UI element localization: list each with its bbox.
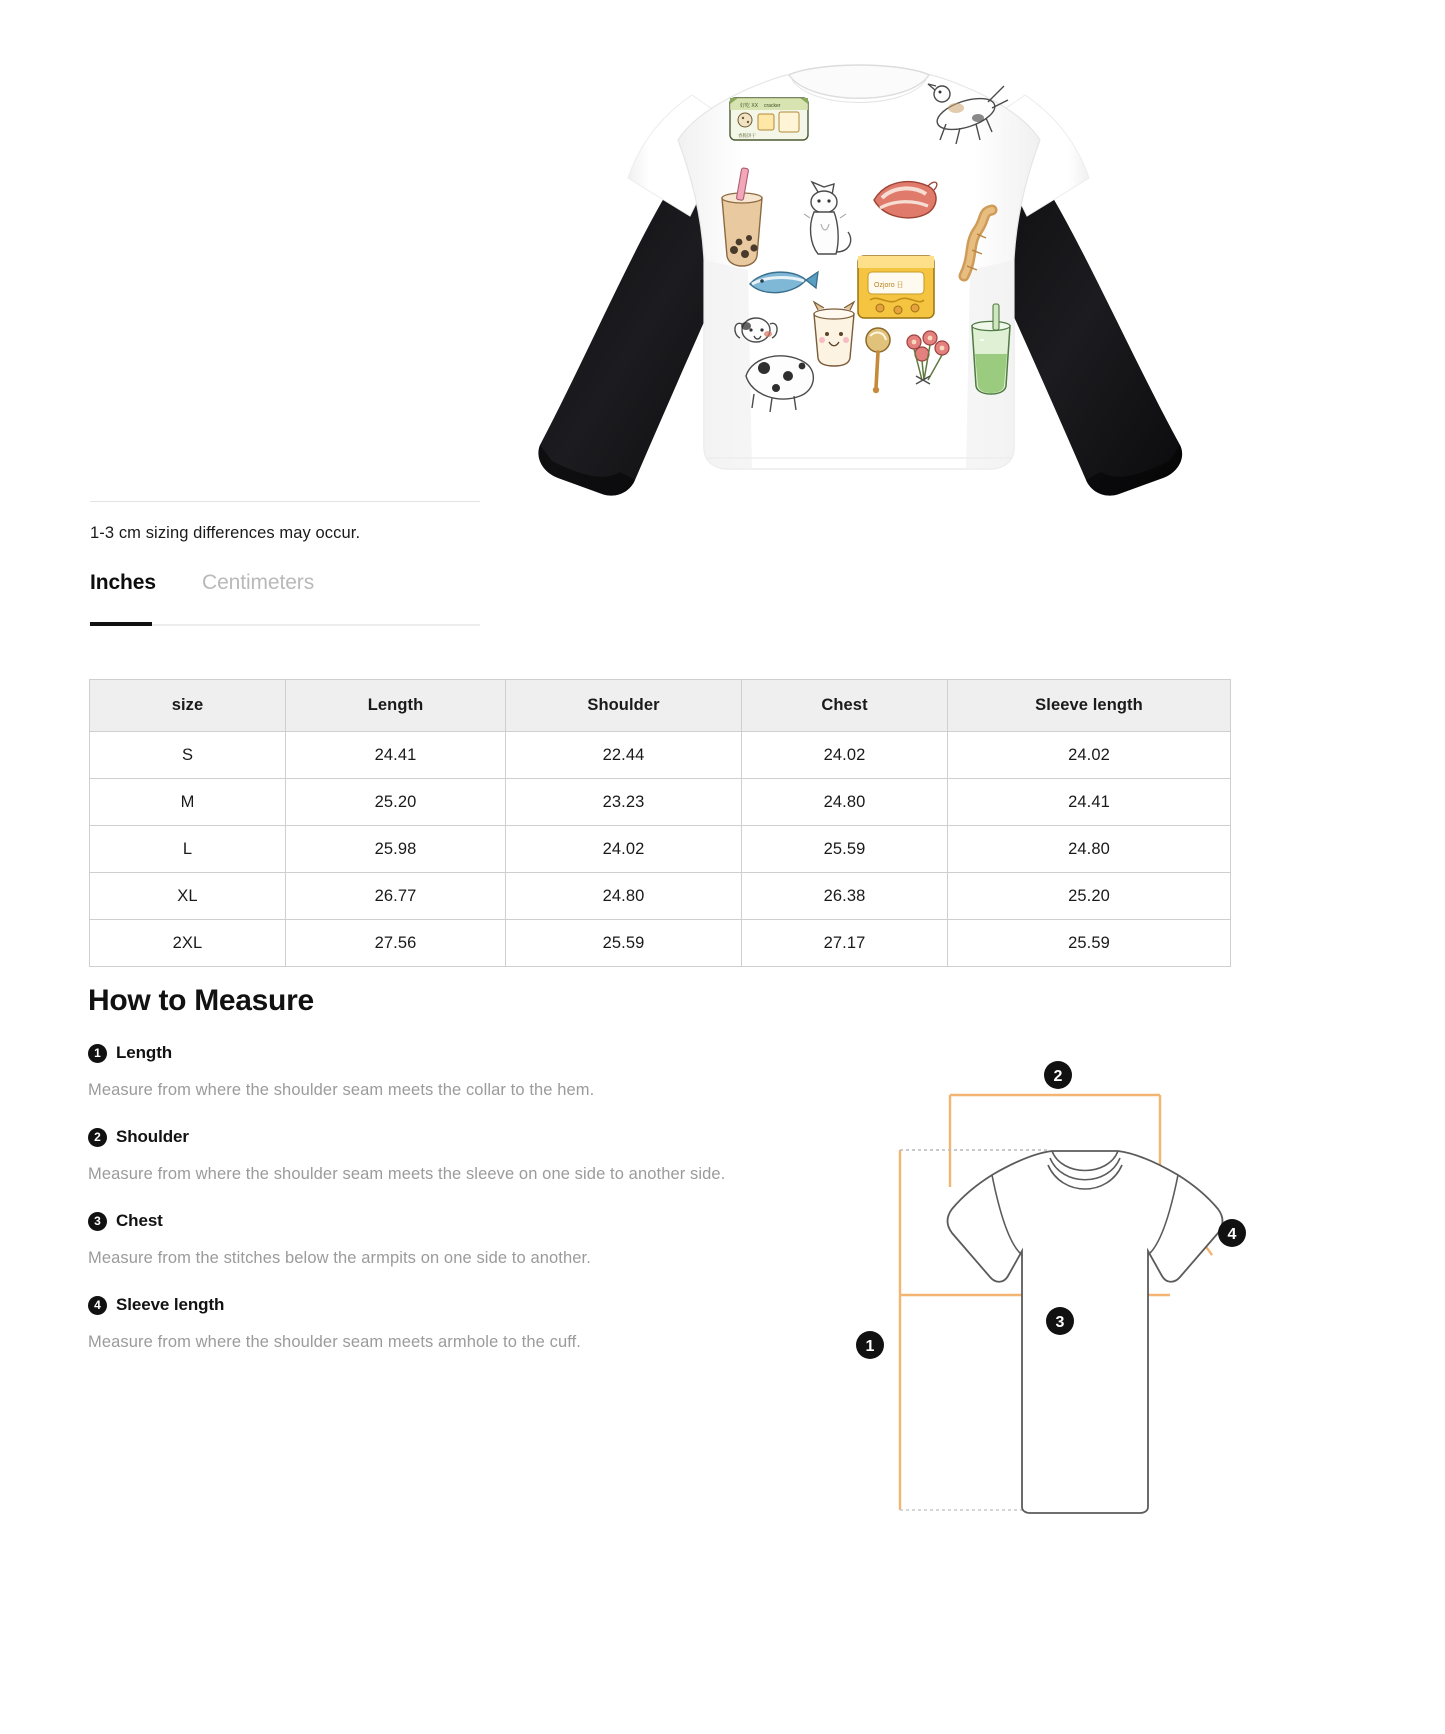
measure-item-chest <box>88 1206 808 1269</box>
cell-sleeve: 25.59 <box>948 920 1231 967</box>
cell-chest: 25.59 <box>742 826 948 873</box>
number-badge-1-icon: 1 <box>88 1044 107 1063</box>
measure-item-label: Chest <box>116 1211 163 1230</box>
measure-item-description: Measure from the stitches below the armpits on one side to another. <box>88 1249 591 1267</box>
svg-text:1: 1 <box>865 1338 875 1355</box>
cell-chest: 26.38 <box>742 873 948 920</box>
measure-item-description: Measure from where the shoulder seam meets armhole to the cuff. <box>88 1333 581 1351</box>
measure-item-heading <box>88 1206 808 1236</box>
diagram-marker-1 <box>856 1331 884 1359</box>
measure-item-heading <box>88 1038 808 1068</box>
measure-item-label: Sleeve length <box>116 1295 225 1314</box>
cell-shoulder: 24.02 <box>506 826 742 873</box>
cell-chest: 24.80 <box>742 779 948 826</box>
cell-length: 24.41 <box>286 732 506 779</box>
cell-size: S <box>90 732 286 779</box>
cell-sleeve: 25.20 <box>948 873 1231 920</box>
unit-tabs <box>90 568 480 634</box>
tab-centimeters[interactable]: Centimeters <box>202 568 314 598</box>
svg-text:Ozjoro 日: Ozjoro 日 <box>874 282 904 289</box>
cell-shoulder: 23.23 <box>506 779 742 826</box>
how-to-measure-title: How to Measure <box>88 984 314 1017</box>
column-header-chest: Chest <box>742 680 948 732</box>
table-row <box>90 732 1231 779</box>
sizing-note: 1-3 cm sizing differences may occur. <box>90 524 361 542</box>
table-row <box>90 826 1231 873</box>
cell-sleeve: 24.80 <box>948 826 1231 873</box>
cell-chest: 27.17 <box>742 920 948 967</box>
how-to-measure-list <box>88 1038 808 1374</box>
diagram-marker-2 <box>1044 1061 1072 1089</box>
table-row <box>90 779 1231 826</box>
svg-text:好吃 XX: 好吃 XX <box>740 103 759 109</box>
size-chart-table <box>89 679 1231 967</box>
svg-text:香脆饼干: 香脆饼干 <box>738 133 756 138</box>
diagram-marker-3 <box>1046 1307 1074 1335</box>
number-badge-3-icon: 3 <box>88 1212 107 1231</box>
svg-text:3: 3 <box>1055 1314 1065 1331</box>
product-image <box>480 20 1240 500</box>
number-badge-4-icon: 4 <box>88 1296 107 1315</box>
column-header-shoulder: Shoulder <box>506 680 742 732</box>
column-header-sleeve: Sleeve length <box>948 680 1231 732</box>
measure-item-sleeve-length <box>88 1290 808 1353</box>
cell-shoulder: 25.59 <box>506 920 742 967</box>
cell-size: 2XL <box>90 920 286 967</box>
table-row <box>90 873 1231 920</box>
section-divider <box>90 501 480 502</box>
table-row <box>90 920 1231 967</box>
cell-length: 25.20 <box>286 779 506 826</box>
cell-size: M <box>90 779 286 826</box>
column-header-length: Length <box>286 680 506 732</box>
cell-shoulder: 24.80 <box>506 873 742 920</box>
measure-item-heading <box>88 1122 808 1152</box>
cell-sleeve: 24.02 <box>948 732 1231 779</box>
svg-text:cracker: cracker <box>764 103 781 109</box>
cell-length: 26.77 <box>286 873 506 920</box>
cell-chest: 24.02 <box>742 732 948 779</box>
measure-item-label: Shoulder <box>116 1127 189 1146</box>
cell-size: XL <box>90 873 286 920</box>
cell-length: 25.98 <box>286 826 506 873</box>
cell-shoulder: 22.44 <box>506 732 742 779</box>
cell-size: L <box>90 826 286 873</box>
measure-item-heading <box>88 1290 808 1320</box>
measure-item-shoulder <box>88 1122 808 1185</box>
svg-text:4: 4 <box>1227 1226 1237 1243</box>
svg-text:2: 2 <box>1053 1068 1063 1085</box>
tab-inches[interactable]: Inches <box>90 568 156 598</box>
column-header-size: size <box>90 680 286 732</box>
table-header-row <box>90 680 1231 732</box>
cell-sleeve: 24.41 <box>948 779 1231 826</box>
active-tab-indicator <box>90 622 152 626</box>
measure-item-description: Measure from where the shoulder seam meets the sleeve on one side to another side. <box>88 1165 726 1183</box>
tshirt-outline <box>948 1151 1223 1513</box>
number-badge-2-icon: 2 <box>88 1128 107 1147</box>
measure-item-description: Measure from where the shoulder seam meets the collar to the hem. <box>88 1081 595 1099</box>
measure-item-label: Length <box>116 1043 173 1062</box>
measurement-diagram <box>840 1055 1260 1535</box>
cell-length: 27.56 <box>286 920 506 967</box>
measure-item-length <box>88 1038 808 1101</box>
diagram-marker-4 <box>1218 1219 1246 1247</box>
